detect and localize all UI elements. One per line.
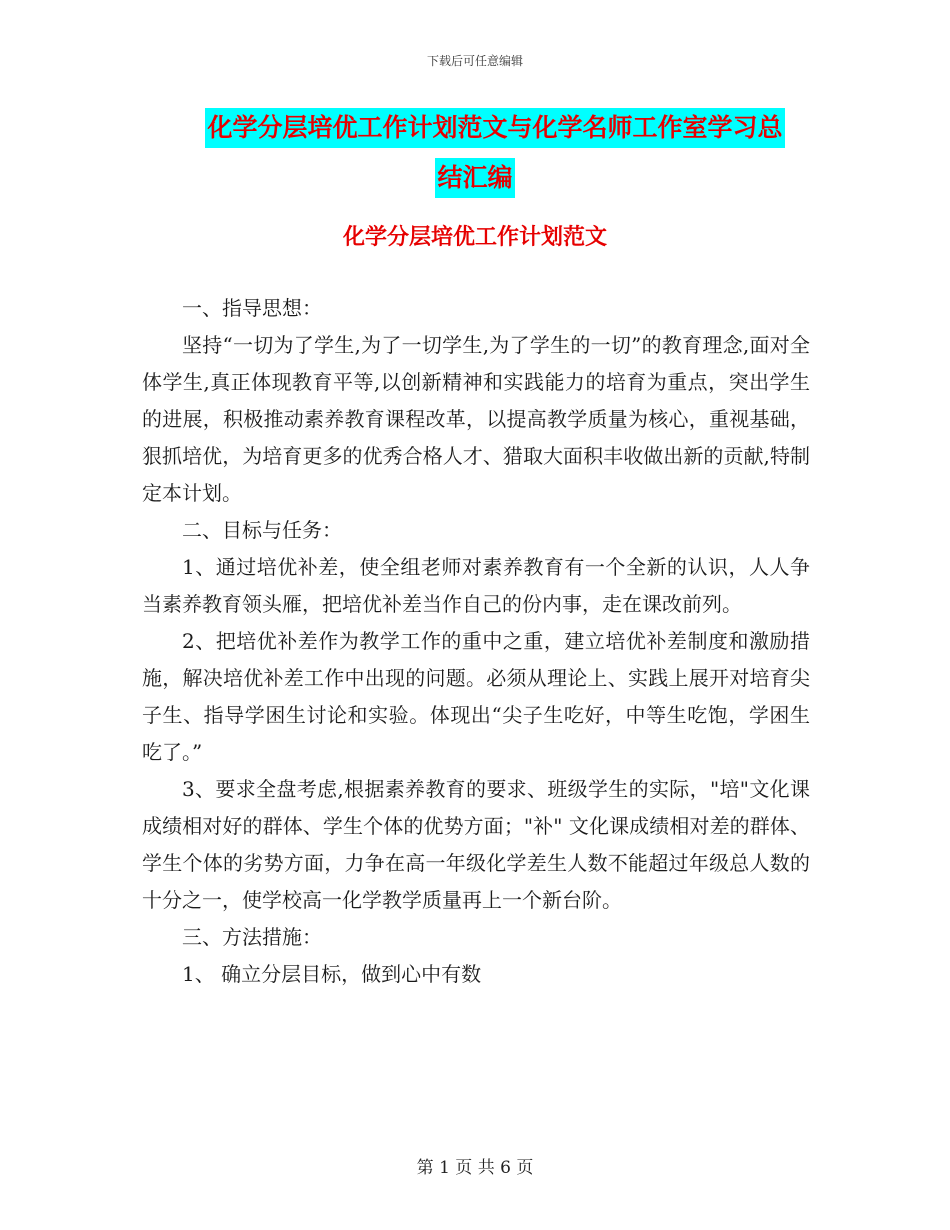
section-title: 化学分层培优工作计划范文 — [342, 225, 607, 250]
document-title — [0, 108, 950, 198]
paragraph-method-1: 1、 确立分层目标，做到心中有数 — [182, 962, 482, 986]
heading-guiding-ideology: 一、指导思想： — [182, 296, 322, 320]
paragraph-goal-2: 2、把培优补差作为教学工作的重中之重，建立培优补差制度和激励措施，解决培优补差工作中出现的问题。必须从理论上、实践上展开对培育尖子生、指导学困生讨论和实验。体现出“尖子生吃好，中等生吃饱，学困生吃了。” — [142, 629, 810, 764]
paragraph-guiding-ideology: 坚持“一切为了学生,为了一切学生,为了学生的一切”的教育理念,面对全体学生,真正体现教育平等,以创新精神和实践能力的培育为重点，突出学生的进展，积极推动素养教育课程改革，以提高教学质量为核心，重视基础，狠抓培优，为培育更多的优秀合格人才、猎取大面积丰收做出新的贡献,特制定本计划。 — [142, 333, 810, 505]
paragraph-goal-1: 1、通过培优补差，使全组老师对素养教育有一个全新的认识，人人争当素养教育领头雁，把培优补差当作自己的份内事，走在课改前列。 — [142, 555, 810, 616]
document-title-line-1: 化学分层培优工作计划范文与化学名师工作室学习总 — [205, 108, 784, 148]
document-body — [142, 290, 810, 993]
heading-methods: 三、方法措施： — [182, 925, 322, 949]
paragraph-goal-3: 3、要求全盘考虑,根据素养教育的要求、班级学生的实际，"培"文化课成绩相对好的群体、学生个体的优势方面；"补" 文化课成绩相对差的群体、学生个体的劣势方面，力争在高一年级化学差生人数不能超过年级总人数的十分之一，使学校高一化学教学质量再上一个新台阶。 — [142, 777, 810, 912]
document-title-line-2: 结汇编 — [435, 158, 514, 198]
heading-goals-tasks: 二、目标与任务： — [182, 518, 342, 542]
page-number: 第 1 页 共 6 页 — [416, 1158, 534, 1178]
page-header-note: 下载后可任意编辑 — [426, 54, 523, 68]
